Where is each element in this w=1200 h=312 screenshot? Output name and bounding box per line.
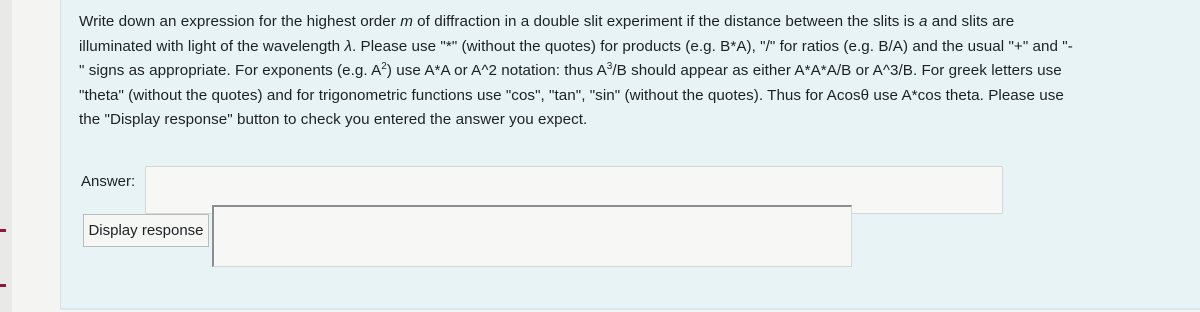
question-text-fragment: " signs as appropriate. For exponents (e.g. A [79,62,382,79]
question-text-fragment: Write down an expression for the highest order [79,13,401,30]
question-line-4: "theta" (without the quotes) and for trigonometric functions use "cos", "tan", "sin" (without the quotes). Thus for Acosθ use A*cos theta. Please use [79,86,1064,104]
edge-marker [0,284,6,287]
variable-lambda: λ [344,37,352,55]
question-text-fragment: /B should appear as either A*A*A/B or A^3/B. For greek letters use [612,62,1062,79]
question-text-fragment: and slits are [927,13,1015,30]
question-text-fragment: illuminated with light of the wavelength [79,37,345,55]
question-text-fragment: ) use A*A or A^2 notation: thus A [386,62,607,79]
response-display-box [212,205,852,267]
exponent: 2 [381,60,387,72]
question-line-5: the "Display response" button to check you entered the answer you expect. [79,111,588,128]
question-text-fragment: of diffraction in a double slit experiment if the distance between the slits is [412,13,919,30]
display-response-button[interactable]: Display response [83,214,209,247]
edge-marker [0,229,6,232]
window-left-edge [0,0,12,312]
question-line-2 [79,35,1179,60]
exponent: 3 [606,60,613,72]
variable-a: a [918,13,928,30]
question-line-3 [79,59,1179,84]
answer-label: Answer: [81,173,136,190]
question-panel [60,0,1200,310]
variable-m: m [400,13,413,30]
question-line-1 [79,10,1179,35]
question-text [79,10,1179,133]
question-text-fragment: . Please use "*" (without the quotes) for products (e.g. B*A), "/" for ratios (e.g. B/A) and the usual "+" and "- [351,37,1073,55]
